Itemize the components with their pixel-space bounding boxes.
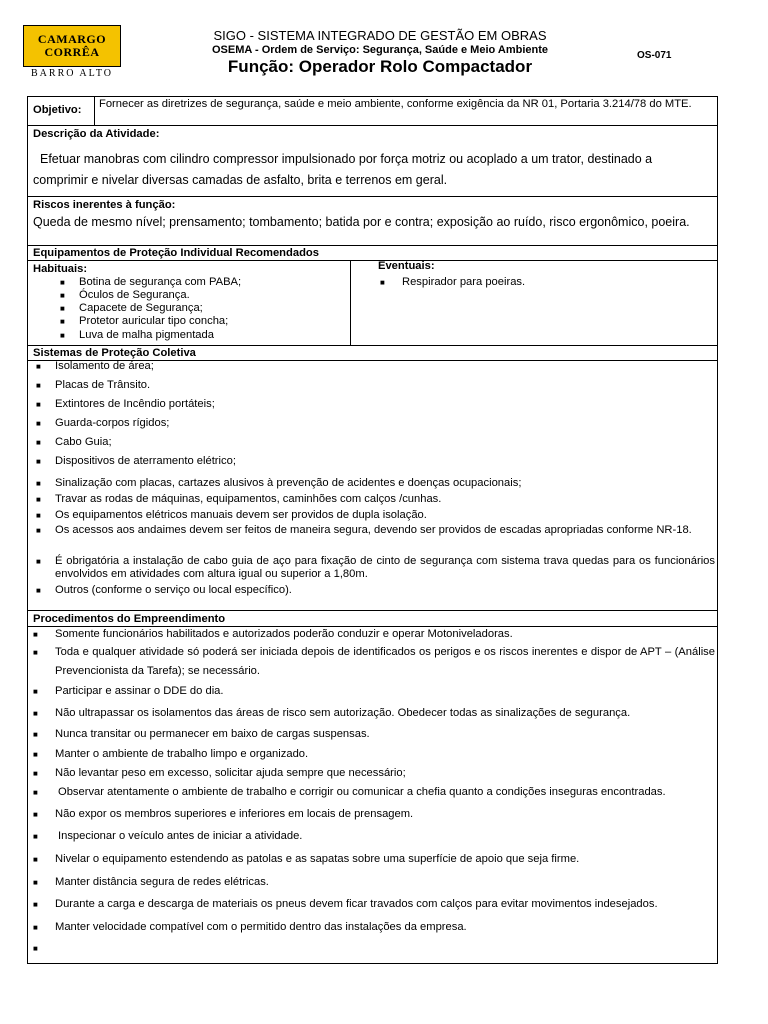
procedure-item: Durante a carga e descarga de materiais os pneus devem ficar travados com calços para evitar movimentos indesejados. [55,898,658,910]
procedures-label: Procedimentos do Empreendimento [33,613,226,625]
bullet: ■ [36,400,41,409]
collective-item: Cabo Guia; [55,436,112,448]
bullet: ■ [33,630,38,639]
epi-eventuais-label: Eventuais: [378,260,435,272]
bullet: ■ [36,381,41,390]
bullet: ■ [36,495,41,504]
collective-item: Isolamento de área; [55,360,154,372]
document-code: OS-071 [637,50,672,61]
bullet: ■ [33,730,38,739]
procedure-item: Inspecionar o veículo antes de iniciar a atividade. [58,830,303,842]
divider [27,345,718,346]
collective-item: Sinalização com placas, cartazes alusivos à prevenção de acidentes e doenças ocupacionais; [55,477,522,489]
column-divider [94,96,95,125]
procedure-item: Somente funcionários habilitados e autorizados poderão conduzir e operar Motoniveladoras. [55,628,513,640]
bullet: ■ [36,479,41,488]
collective-item: Dispositivos de aterramento elétrico; [55,455,236,467]
logo-subtitle: BARRO ALTO [31,68,113,79]
bullet: ■ [33,709,38,718]
bullet: ■ [33,810,38,819]
company-logo [23,25,121,67]
description-label: Descrição da Atividade: [33,128,160,140]
objective-text: Fornecer as diretrizes de segurança, saúde e meio ambiente, conforme exigência da NR 01, Portaria 3.214/78 do MTE. [99,98,692,110]
bullet: ■ [33,788,38,797]
bullet: ■ [33,648,38,657]
collective-item: Os equipamentos elétricos manuais devem ser providos de dupla isolação. [55,509,427,521]
procedure-item: Participar e assinar o DDE do dia. [55,685,224,697]
divider [27,125,718,126]
collective-label: Sistemas de Proteção Coletiva [33,347,196,359]
bullet: ■ [33,832,38,841]
logo-line-1: CAMARGO [37,32,107,46]
collective-item: Guarda-corpos rígidos; [55,417,170,429]
procedure-item: Nunca transitar ou permanecer em baixo de cargas suspensas. [55,728,370,740]
objective-label: Objetivo: [33,104,82,116]
bullet: ■ [36,362,41,371]
epi-label: Equipamentos de Proteção Individual Recomendados [33,247,319,259]
divider [27,626,718,627]
bullet: ■ [33,687,38,696]
procedure-item: Manter o ambiente de trabalho limpo e organizado. [55,748,309,760]
bullet: ■ [60,291,65,300]
function-title: Função: Operador Rolo Compactador [227,57,533,76]
bullet: ■ [33,855,38,864]
procedure-item: Observar atentamente o ambiente de trabalho e corrigir ou comunicar a chefia quanto a condições inseguras encontradas. [58,786,666,798]
bullet: ■ [36,419,41,428]
divider [27,196,718,197]
epi-habitual-item: Capacete de Segurança; [79,302,203,314]
bullet: ■ [33,769,38,778]
bullet: ■ [36,438,41,447]
collective-item: Placas de Trânsito. [55,379,151,391]
divider [27,610,718,611]
divider [27,260,718,261]
risks-text: Queda de mesmo nível; prensamento; tombamento; batida por e contra; exposição ao ruído, risco ergonômico, poeira. [33,215,690,229]
procedure-item: Manter distância segura de redes elétricas. [55,876,269,888]
epi-habitual-item: Luva de malha pigmentada [79,329,214,341]
collective-item: Outros (conforme o serviço ou local específico). [55,584,292,596]
risks-label: Riscos inerentes à função: [33,199,176,211]
procedure-item: Não levantar peso em excesso, solicitar ajuda sempre que necessário; [55,767,406,779]
description-line-2: comprimir e nivelar diversas camadas de asfalto, brita e terrenos em geral. [33,173,448,187]
epi-habitual-item: Botina de segurança com PABA; [79,276,242,288]
procedure-item: Não ultrapassar os isolamentos das áreas de risco sem autorização. Obedecer todas as sinalizações de segurança. [55,707,631,719]
bullet: ■ [60,304,65,313]
bullet: ■ [36,457,41,466]
column-divider [350,260,351,345]
collective-item: Travar as rodas de máquinas, equipamentos, caminhões com calços /cunhas. [55,493,442,505]
collective-item: Extintores de Incêndio portáteis; [55,398,215,410]
procedure-item: Nivelar o equipamento estendendo as patolas e as sapatas sobre uma superfície de apoio que seja firme. [55,853,580,865]
epi-eventual-item: Respirador para poeiras. [402,276,526,288]
bullet: ■ [36,511,41,520]
bullet: ■ [60,278,65,287]
bullet: ■ [36,526,41,535]
procedure-item: Não expor os membros superiores e inferiores em locais de prensagem. [55,808,414,820]
bullet: ■ [60,317,65,326]
logo-line-2: CORRÊA [44,45,100,59]
bullet: ■ [36,557,41,566]
system-title: SIGO - SISTEMA INTEGRADO DE GESTÃO EM OBRAS [213,28,547,43]
procedure-item: Manter velocidade compatível com o permitido dentro das instalações da empresa. [55,921,467,933]
divider [27,245,718,246]
bullet: ■ [33,923,38,932]
bullet: ■ [33,944,38,953]
description-line-1: Efetuar manobras com cilindro compressor impulsionado por força motriz ou acoplado a um trator, destinado a [40,152,653,166]
epi-habitual-item: Óculos de Segurança. [79,289,190,301]
bullet: ■ [36,586,41,595]
bullet: ■ [33,900,38,909]
collective-item: Os acessos aos andaimes devem ser feitos de maneira segura, devendo ser providos de escadas apropriadas conforme NR-18. [55,524,692,536]
bullet: ■ [33,750,38,759]
document-subtitle: OSEMA - Ordem de Serviço: Segurança, Saúde e Meio Ambiente [212,44,548,56]
epi-habituais-label: Habituais: [33,263,88,275]
bullet: ■ [33,878,38,887]
bullet: ■ [60,331,65,340]
bullet: ■ [380,278,385,287]
epi-habitual-item: Protetor auricular tipo concha; [79,315,229,327]
collective-item: É obrigatória a instalação de cabo guia de aço para fixação de cinto de segurança com sistema trava quedas para os funcionários envolvidos em atividades com altura igual ou superior a 1,80m. [55,555,715,580]
procedure-item: Toda e qualquer atividade só poderá ser iniciada depois de identificados os perigos e os riscos inerentes e dispor de APT – (Análise Prevencionista da Tarefa); se necessário. [55,646,715,677]
